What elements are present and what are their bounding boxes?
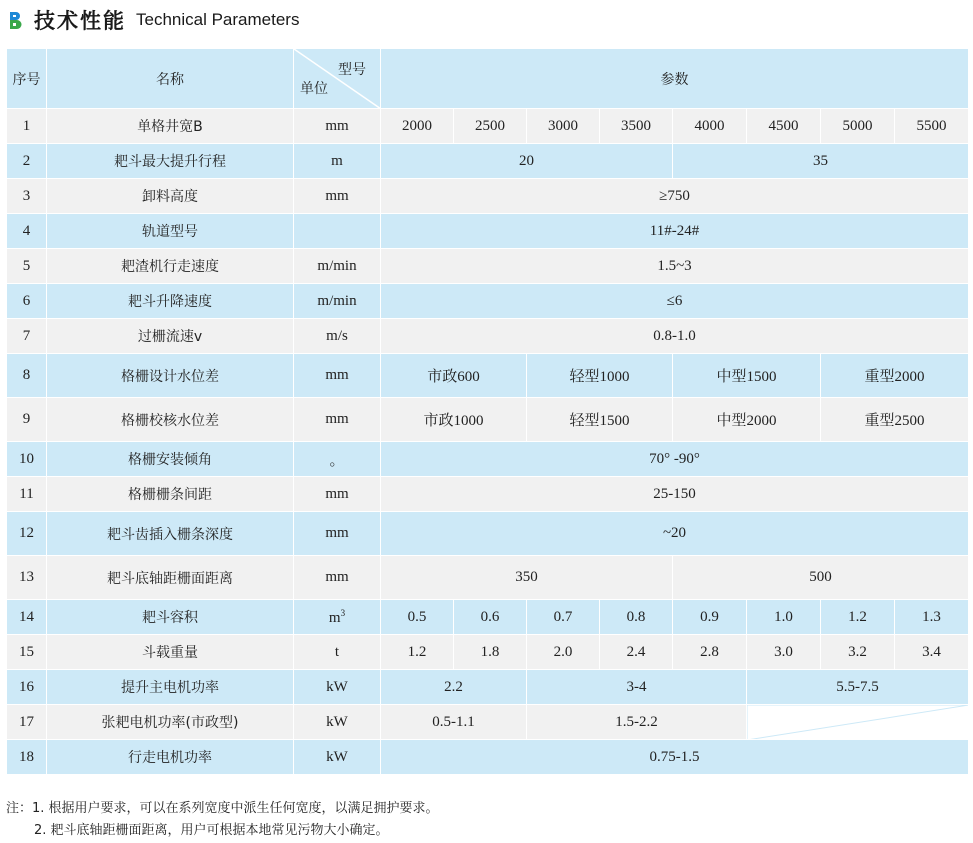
param-value: 0.75-1.5 [381, 740, 969, 775]
unit-superscript: 3 [340, 607, 346, 618]
row-unit [294, 354, 381, 398]
row-index: 6 [7, 284, 47, 319]
unit-text: mm [325, 117, 349, 134]
row-unit [294, 249, 381, 284]
unit-text: kW [326, 713, 348, 730]
split-diagonal [747, 705, 969, 740]
table-row [7, 442, 969, 477]
header-index: 序号 [7, 49, 47, 109]
param-value: 3500 [600, 109, 673, 144]
param-value: 2.8 [673, 635, 747, 670]
param-value: 1.3 [895, 600, 969, 635]
param-value: 1.2 [381, 635, 454, 670]
row-index: 13 [7, 556, 47, 600]
row-name: 格栅校核水位差 [47, 398, 294, 442]
row-name: 过栅流速v [47, 319, 294, 354]
row-unit [294, 144, 381, 179]
header-params: 参数 [381, 49, 969, 109]
unit-text: m/s [326, 327, 348, 344]
row-name: 行走电机功率 [47, 740, 294, 775]
param-value: 0.5-1.1 [381, 705, 527, 740]
row-unit [294, 512, 381, 556]
param-value: 4500 [747, 109, 821, 144]
row-name: 提升主电机功率 [47, 670, 294, 705]
header-model-unit [294, 49, 381, 109]
param-value: 35 [673, 144, 969, 179]
row-name: 格栅设计水位差 [47, 354, 294, 398]
unit-text: m [328, 609, 341, 626]
param-value: 3.4 [895, 635, 969, 670]
unit-text: kW [326, 678, 348, 695]
row-index: 10 [7, 442, 47, 477]
row-unit [294, 214, 381, 249]
param-value: 中型1500 [673, 354, 821, 398]
param-value: 0.9 [673, 600, 747, 635]
param-value: 重型2500 [821, 398, 969, 442]
table-row [7, 214, 969, 249]
row-index: 4 [7, 214, 47, 249]
table-body [7, 109, 969, 775]
row-name: 耙斗底轴距栅面距离 [47, 556, 294, 600]
row-index: 14 [7, 600, 47, 635]
row-unit [294, 600, 381, 635]
row-index: 8 [7, 354, 47, 398]
table-row [7, 179, 969, 214]
param-value: 1.0 [747, 600, 821, 635]
table-row [7, 705, 969, 740]
header-name: 名称 [47, 49, 294, 109]
row-unit [294, 109, 381, 144]
param-value: ~20 [381, 512, 969, 556]
param-value: 5000 [821, 109, 895, 144]
row-index: 11 [7, 477, 47, 512]
param-value: 5.5-7.5 [747, 670, 969, 705]
page-subtitle: Technical Parameters [136, 10, 300, 29]
row-unit [294, 319, 381, 354]
row-name: 格栅安装倾角 [47, 442, 294, 477]
note-1 [6, 798, 439, 820]
row-unit [294, 740, 381, 775]
row-unit [294, 670, 381, 705]
header-model: 型号 [338, 62, 366, 78]
row-name: 轨道型号 [47, 214, 294, 249]
note-2 [6, 820, 439, 842]
param-value: 3-4 [527, 670, 747, 705]
param-value: 1.5-2.2 [527, 705, 747, 740]
unit-text: m/min [317, 257, 357, 274]
param-value: 2.0 [527, 635, 600, 670]
note-prefix: 注： [6, 801, 33, 816]
parameters-table [6, 48, 969, 775]
param-value: 市政1000 [381, 398, 527, 442]
row-name: 格栅栅条间距 [47, 477, 294, 512]
row-unit [294, 398, 381, 442]
param-value: 0.8-1.0 [381, 319, 969, 354]
param-value: 0.8 [600, 600, 673, 635]
page-title-bar [6, 6, 299, 34]
note-text: 1. 根据用户要求，可以在系列宽度中派生任何宽度，以满足拥护要求。 [32, 801, 439, 816]
row-index: 7 [7, 319, 47, 354]
param-value: 350 [381, 556, 673, 600]
row-unit [294, 442, 381, 477]
unit-text: kW [326, 748, 348, 765]
unit-text: mm [325, 187, 349, 204]
param-value: 1.8 [454, 635, 527, 670]
param-value: 轻型1500 [527, 398, 673, 442]
param-value: 3000 [527, 109, 600, 144]
param-value: 重型2000 [821, 354, 969, 398]
table-row [7, 144, 969, 179]
param-value: 0.7 [527, 600, 600, 635]
table-row [7, 249, 969, 284]
note-text: 2. 耙斗底轴距栅面距离，用户可根据本地常见污物大小确定。 [34, 823, 389, 838]
param-value: 1.5~3 [381, 249, 969, 284]
row-unit [294, 477, 381, 512]
header-unit: 单位 [300, 81, 328, 97]
param-value: 4000 [673, 109, 747, 144]
param-value: 25-150 [381, 477, 969, 512]
unit-text: mm [325, 485, 349, 502]
unit-text: mm [325, 367, 349, 383]
row-index: 17 [7, 705, 47, 740]
unit-text: mm [325, 525, 349, 541]
param-value: 1.2 [821, 600, 895, 635]
table-row [7, 740, 969, 775]
param-value: ≤6 [381, 284, 969, 319]
row-name: 卸料高度 [47, 179, 294, 214]
row-unit [294, 179, 381, 214]
unit-text: 。 [329, 452, 345, 469]
row-name: 耙斗升降速度 [47, 284, 294, 319]
table-row [7, 635, 969, 670]
param-value: 3.0 [747, 635, 821, 670]
row-unit [294, 635, 381, 670]
table-row [7, 109, 969, 144]
logo-icon [6, 9, 28, 31]
row-index: 2 [7, 144, 47, 179]
row-index: 3 [7, 179, 47, 214]
param-value: 3.2 [821, 635, 895, 670]
param-value: 70° -90° [381, 442, 969, 477]
row-name: 单格井宽B [47, 109, 294, 144]
param-value: 20 [381, 144, 673, 179]
page-title: 技术性能 [34, 9, 126, 33]
empty-split-cell [747, 705, 969, 740]
table-row [7, 354, 969, 398]
table-header-row [7, 49, 969, 109]
table-row [7, 319, 969, 354]
row-name: 张耙电机功率(市政型) [47, 705, 294, 740]
row-index: 15 [7, 635, 47, 670]
param-value: 2500 [454, 109, 527, 144]
param-value: 2000 [381, 109, 454, 144]
unit-text: mm [325, 569, 349, 585]
row-index: 1 [7, 109, 47, 144]
row-unit [294, 705, 381, 740]
table-row [7, 512, 969, 556]
row-unit [294, 556, 381, 600]
param-value: 11#-24# [381, 214, 969, 249]
param-value: 中型2000 [673, 398, 821, 442]
row-name: 耙斗容积 [47, 600, 294, 635]
row-name: 耙斗最大提升行程 [47, 144, 294, 179]
table-row [7, 398, 969, 442]
table-row [7, 670, 969, 705]
unit-text: t [334, 643, 340, 660]
row-index: 16 [7, 670, 47, 705]
param-value: 0.6 [454, 600, 527, 635]
row-index: 18 [7, 740, 47, 775]
param-value: 2.4 [600, 635, 673, 670]
row-name: 耙渣机行走速度 [47, 249, 294, 284]
param-value: 500 [673, 556, 969, 600]
row-index: 5 [7, 249, 47, 284]
param-value: 0.5 [381, 600, 454, 635]
table-row [7, 556, 969, 600]
notes [6, 798, 439, 842]
param-value: 市政600 [381, 354, 527, 398]
row-unit [294, 284, 381, 319]
param-value: 5500 [895, 109, 969, 144]
param-value: 2.2 [381, 670, 527, 705]
table-row [7, 477, 969, 512]
unit-text: mm [325, 411, 349, 427]
row-name: 耙斗齿插入栅条深度 [47, 512, 294, 556]
row-index: 9 [7, 398, 47, 442]
row-index: 12 [7, 512, 47, 556]
row-name: 斗载重量 [47, 635, 294, 670]
param-value: 轻型1000 [527, 354, 673, 398]
table-row [7, 284, 969, 319]
param-value: ≥750 [381, 179, 969, 214]
table-row [7, 600, 969, 635]
unit-text: m [331, 152, 343, 169]
unit-text: m/min [317, 292, 357, 309]
